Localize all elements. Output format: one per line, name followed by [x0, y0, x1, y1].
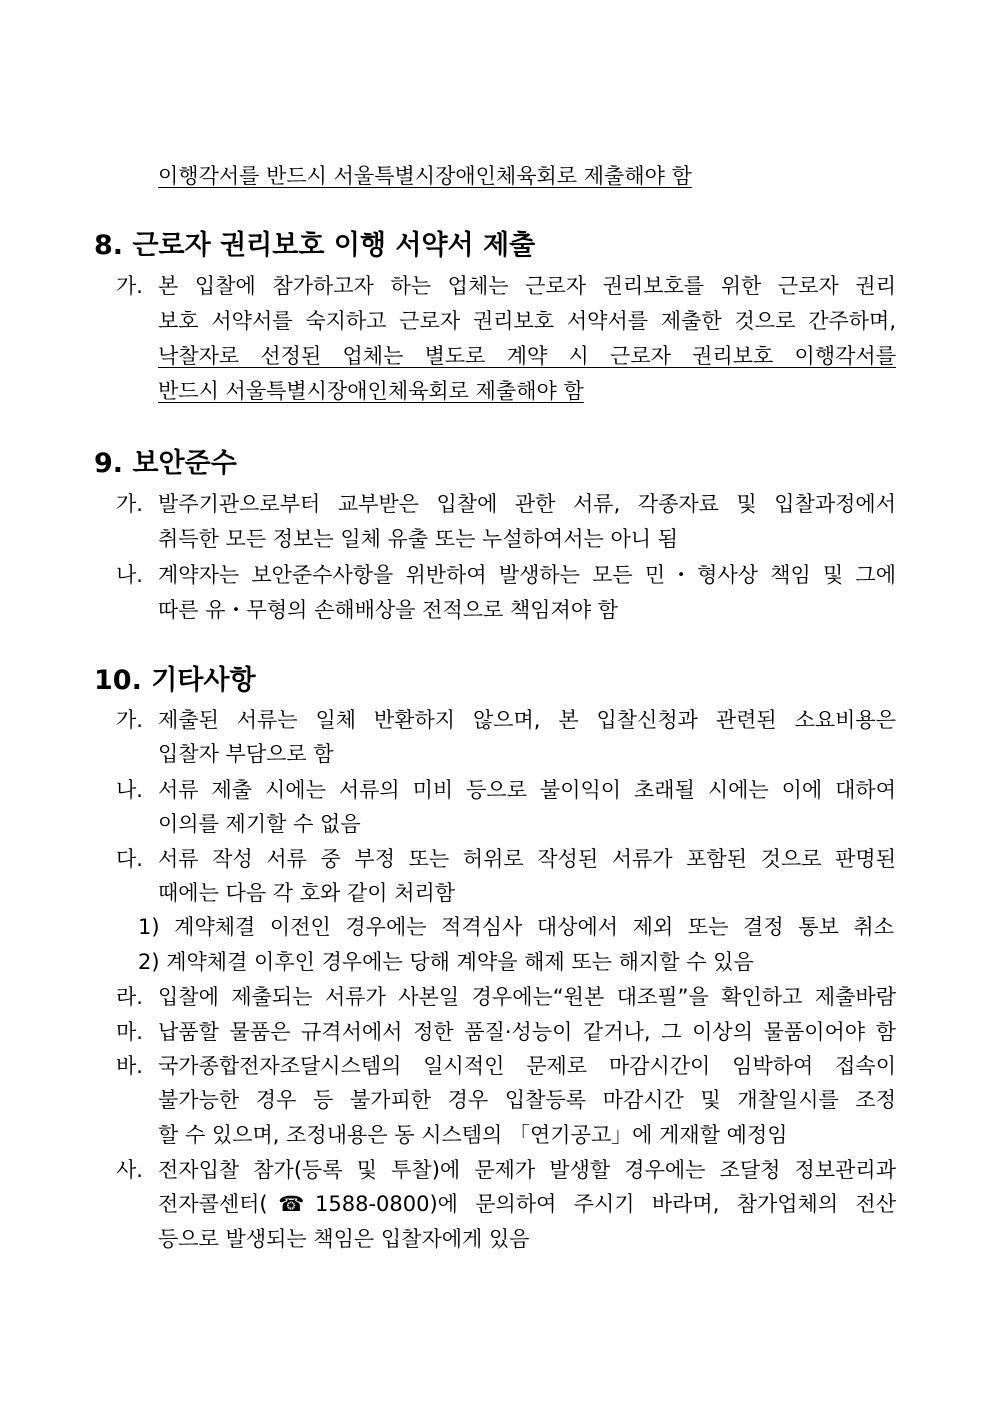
s8-ga-line-underlined: 반드시 서울특별시장애인체육회로 제출해야 함	[158, 379, 584, 403]
s10-ra-line: 입찰에 제출되는 서류가 사본일 경우에는“원본 대조필”을 확인하고 제출바람	[158, 985, 896, 1009]
s10-ga-line: 입찰자 부담으로 함	[158, 742, 334, 766]
s9-ga-line: 발주기관으로부터 교부받은 입찰에 관한 서류, 각종자료 및 입찰과정에서	[158, 492, 896, 516]
s10-na-line: 이의를 제기할 수 없음	[158, 812, 361, 836]
item-marker: 가.	[116, 274, 143, 298]
s10-ba-line: 불가능한 경우 등 불가피한 경우 입찰등록 마감시간 및 개찰일시를 조정	[158, 1088, 896, 1112]
s10-da-line: 서류 작성 서류 중 부정 또는 허위로 작성된 서류가 포함된 것으로 판명된	[158, 847, 896, 871]
item-marker: 가.	[116, 492, 143, 516]
s8-ga-line: 본 입찰에 참가하고자 하는 업체는 근로자 권리보호를 위한 근로자 권리	[158, 274, 896, 298]
s9-ga-line: 취득한 모든 정보는 일체 유출 또는 누설하여서는 아니 됨	[158, 527, 678, 551]
section-10-title: 10. 기타사항	[94, 665, 256, 696]
item-marker: 가.	[116, 708, 143, 732]
carryover-line: 이행각서를 반드시 서울특별시장애인체육회로 제출해야 함	[158, 164, 692, 188]
item-marker: 사.	[116, 1158, 143, 1182]
s10-ma-line: 납품할 물품은 규격서에서 정한 품질·성능이 같거나, 그 이상의 물품이어야 함	[158, 1020, 896, 1044]
s8-ga-line-underlined: 낙찰자로 선정된 업체는 별도로 계약 시 근로자 권리보호 이행각서를	[158, 344, 896, 368]
s10-sa-line: 전자입찰 참가(등록 및 투찰)에 문제가 발생할 경우에는 조달청 정보관리과	[158, 1158, 896, 1182]
section-9-title: 9. 보안준수	[94, 448, 237, 479]
item-marker: 마.	[116, 1020, 143, 1044]
section-8-title: 8. 근로자 권리보호 이행 서약서 제출	[94, 230, 536, 261]
s10-da-subitem-1: 1) 계약체결 이전인 경우에는 적격심사 대상에서 제외 또는 결정 통보 취소	[138, 915, 894, 939]
item-marker: 나.	[116, 778, 143, 802]
item-marker: 다.	[116, 847, 143, 871]
s10-da-line: 때에는 다음 각 호와 같이 처리함	[158, 881, 456, 905]
s8-ga-line: 보호 서약서를 숙지하고 근로자 권리보호 서약서를 제출한 것으로 간주하며,	[158, 309, 896, 333]
s10-ba-line: 할 수 있으며, 조정내용은 동 시스템의 「연기공고」에 게재할 예정임	[158, 1123, 788, 1147]
item-marker: 라.	[116, 985, 143, 1009]
s10-da-subitem-2: 2) 계약체결 이후인 경우에는 당해 계약을 해제 또는 해지할 수 있음	[138, 950, 754, 974]
s10-ba-line: 국가종합전자조달시스템의 일시적인 문제로 마감시간이 임박하여 접속이	[158, 1054, 896, 1078]
s10-ga-line: 제출된 서류는 일체 반환하지 않으며, 본 입찰신청과 관련된 소요비용은	[158, 708, 896, 732]
item-marker: 나.	[116, 563, 143, 587]
s10-sa-line: 등으로 발생되는 책임은 입찰자에게 있음	[158, 1227, 530, 1251]
s9-na-line: 계약자는 보안준수사항을 위반하여 발생하는 모든 민・형사상 책임 및 그에	[158, 563, 896, 587]
s10-na-line: 서류 제출 시에는 서류의 미비 등으로 불이익이 초래될 시에는 이에 대하여	[158, 778, 896, 802]
s10-sa-line: 전자콜센터(☎1588-0800)에 문의하여 주시기 바라며, 참가업체의 전산	[158, 1192, 896, 1216]
s9-na-line: 따른 유・무형의 손해배상을 전적으로 책임져야 함	[158, 598, 619, 622]
item-marker: 바.	[116, 1054, 143, 1078]
